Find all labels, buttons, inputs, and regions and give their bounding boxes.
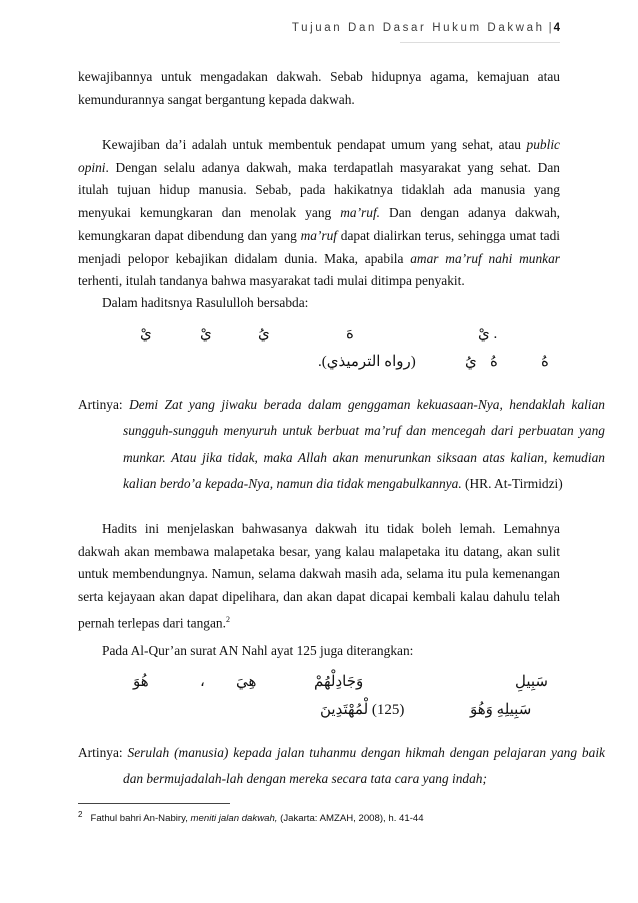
hadith-arabic-fragment: يْ — [140, 326, 152, 342]
translation-label: Artinya: — [78, 397, 123, 412]
quran-arabic-fragment: سَبِيلِ — [515, 674, 548, 690]
header-title: Tujuan Dan Dasar Hukum Dakwah — [291, 22, 545, 34]
page-number: 4 — [553, 22, 560, 34]
hadith-riwayah: (رواه الترميذي). — [318, 354, 416, 370]
hadith-arabic-fragment: . يْ — [478, 326, 498, 342]
paragraph-kewajiban-dai: Kewajiban da’i adalah untuk membentuk pendapat umum yang sehat, atau public opini. Dengan selalu adanya dakwah, maka terdapatlah masyarakat yang sehat. Dan itulah tujuan hidup manusia. Sebab, pada hakikatnya tidaklah ada manusia yang menyukai kemungkaran dan menolak yang ma’ruf. Dan dengan adanya dakwah, kemungkaran dapat dibendung dan yang ma’ruf dapat dialirkan terus, sehingga umat tadi menjadi pelopor kebajikan didalam dunia. Maka, apabila amar ma’ruf nahi munkar terhenti, itulah tandanya bahwa masyarakat tadi mulai ditimpa penyakit. — [78, 137, 560, 289]
translation-hadith — [78, 392, 605, 497]
paragraph-hadith-intro: Dalam haditsnya Rasululloh bersabda: — [102, 295, 309, 310]
quran-arabic-fragment: (125) لْمُهْتَدِينَ — [320, 702, 405, 718]
running-header — [292, 22, 560, 34]
hadith-arabic-fragment: هَ — [346, 326, 354, 342]
hadith-source: (HR. At-Tirmidzi) — [461, 475, 563, 491]
header-rule — [400, 42, 560, 43]
quran-arabic-fragment: وَجَادِلْهُمْ — [314, 674, 364, 690]
translation-quran — [78, 740, 605, 793]
paragraph-hadith-explanation: Hadits ini menjelaskan bahwasanya dakwah itu tidak boleh lemah. Lemahnya dakwah akan membawa malapetaka besar, yang kalau malapetaka itu datang, akan sulit untuk membendungnya. Namun, selama dakwah masih ada, selama itu pula kemenangan serta kejayaan akan dapat dipelihara, dan akan dapat dicapai kembali kalau dahulu telah pernah terlepas dari tangan.$^2$ — [78, 521, 560, 631]
footnote-ref: 2 — [225, 614, 230, 624]
hadith-arabic-fragment: هُ — [541, 354, 549, 370]
quran-arabic-fragment: هُوَ — [133, 674, 149, 690]
quran-arabic-fragment: ، — [200, 674, 205, 690]
hadith-arabic-fragment: يْ — [200, 326, 212, 342]
translation-text: Demi Zat yang jiwaku berada dalam genggaman kekuasaan-Nya, hendaklah kalian sungguh-sungguh menyuruh untuk berbuat ma’ruf dan mencegah dari perbuatan yang munkar. Atau jika tidak, maka Allah akan menurunkan siksaan atas kalian, kemudian kalian berdo’a kepada-Nya, namun dia tidak mengabulkannya. — [123, 397, 605, 491]
footnote-number: 2 — [78, 810, 83, 819]
hadith-arabic-fragment: هُ — [490, 354, 498, 370]
paragraph-continuation: kewajibannya untuk mengadakan dakwah. Sebab hidupnya agama, kemajuan atau kemundurannya sangat bergantung kepada dakwah. — [78, 69, 560, 107]
hadith-arabic-fragment: يُ — [465, 354, 477, 370]
translation-label: Artinya: — [78, 745, 123, 760]
header-separator: | — [548, 22, 552, 34]
footnote-rule — [78, 803, 230, 804]
hadith-arabic-fragment: يُ — [258, 326, 270, 342]
paragraph-quran-intro: Pada Al-Qur’an surat AN Nahl ayat 125 juga diterangkan: — [102, 643, 414, 658]
translation-text: Serulah (manusia) kepada jalan tuhanmu dengan hikmah dengan pelajaran yang baik dan bermujadalah-lah dengan mereka secara tata cara yang indah; — [123, 745, 605, 787]
quran-arabic-fragment: سَبِيلِهِ وَهُوَ — [470, 702, 532, 718]
quran-arabic-fragment: هِيَ — [236, 674, 257, 690]
footnote: $^2$ Fathul bahri An-Nabiry, meniti jalan dakwah, (Jakarta: AMZAH, 2008), h. 41-44 — [78, 810, 424, 825]
